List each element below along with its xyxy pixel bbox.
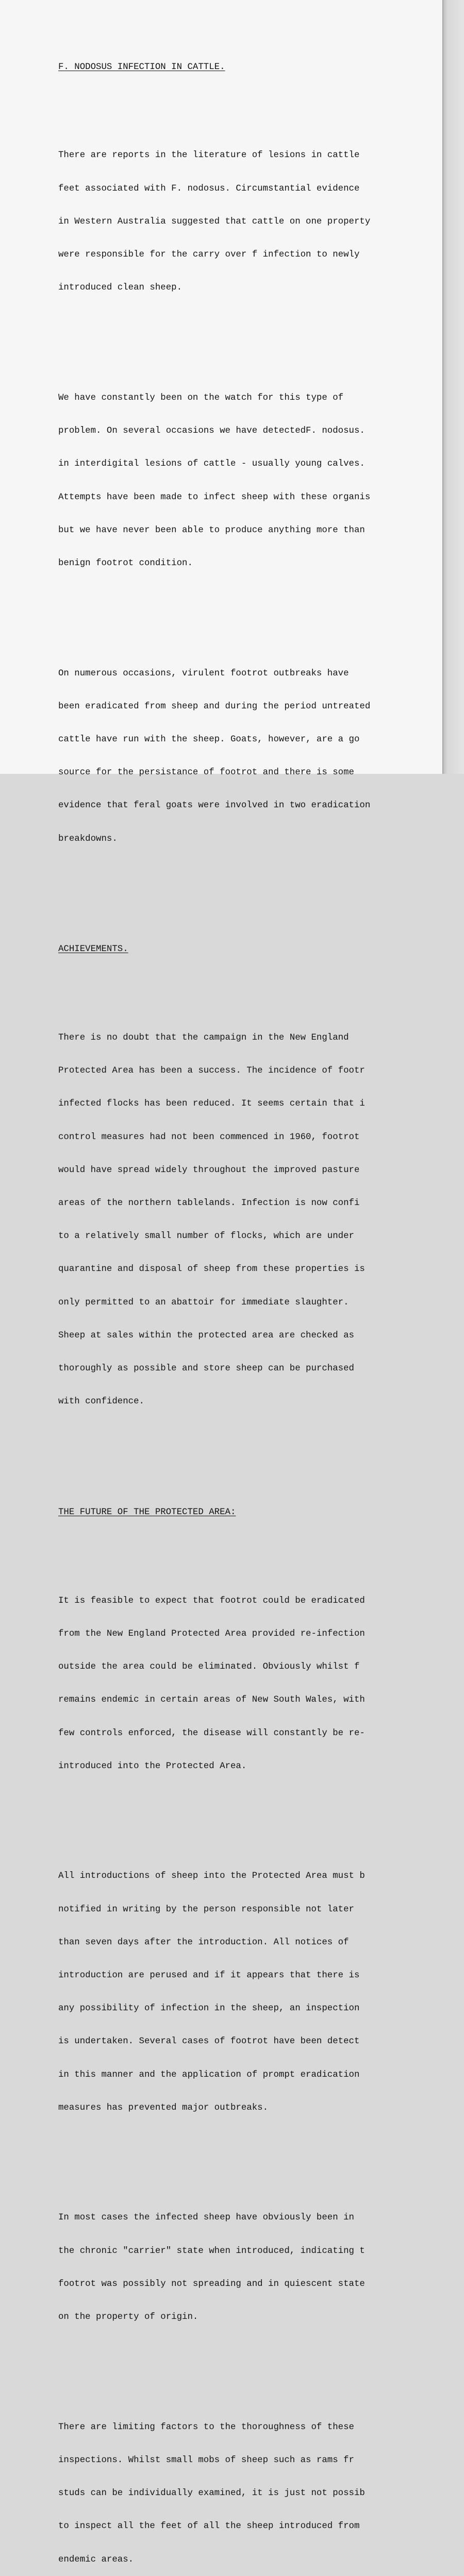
text-line: is undertaken. Several cases of footrot have been detect	[58, 2037, 360, 2047]
section-heading-future-protected-area: THE FUTURE OF THE PROTECTED AREA:	[58, 1507, 236, 1517]
text-line: few controls enforced, the disease will constantly be re-	[58, 1728, 365, 1738]
text-line: inspections. Whilst small mobs of sheep such as rams fr	[58, 2455, 354, 2465]
text-line: There are limiting factors to the thoroughness of these	[58, 2422, 354, 2432]
text-line: outside the area could be eliminated. Obviously whilst f	[58, 1662, 360, 1672]
text-line: in Western Australia suggested that cattle on one property	[58, 216, 371, 227]
text-line: All introductions of sheep into the Protected Area must b	[58, 1871, 365, 1882]
text-line: from the New England Protected Area provided re-infection	[58, 1629, 365, 1639]
paragraph	[58, 1849, 442, 2136]
text-line: with confidence.	[58, 1397, 144, 1407]
text-line: Protected Area has been a success. The incidence of footr	[58, 1066, 365, 1076]
text-line: in this manner and the application of prompt eradication	[58, 2070, 360, 2080]
page-edge-shadow	[442, 0, 464, 774]
text-line: thoroughly as possible and store sheep can be purchased	[58, 1364, 354, 1374]
text-line: studs can be individually examined, it is just not possib	[58, 2488, 365, 2499]
text-line: were responsible for the carry over f infection to newly	[58, 250, 360, 260]
paragraph	[58, 1573, 442, 1794]
paragraph	[58, 2191, 442, 2345]
text-line: problem. On several occasions we have detectedF. nodosus.	[58, 426, 365, 436]
text-line: footrot was possibly not spreading and in quiescent state	[58, 2279, 365, 2289]
text-line: to inspect all the feet of all the sheep introduced from	[58, 2521, 360, 2532]
text-line: only permitted to an abattoir for immediate slaughter.	[58, 1297, 349, 1308]
text-line: Sheep at sales within the protected area are checked as	[58, 1330, 354, 1341]
text-line: any possibility of infection in the sheep, an inspection	[58, 2004, 360, 2014]
text-line: There is no doubt that the campaign in the New England	[58, 1033, 349, 1043]
text-line: introduction are perused and if it appears that there is	[58, 1971, 360, 1981]
text-line: introduced into the Protected Area.	[58, 1761, 247, 1771]
document-body	[58, 18, 442, 2576]
paragraph	[58, 128, 442, 316]
text-line: areas of the northern tablelands. Infection is now confi	[58, 1198, 360, 1209]
text-line: endemic areas.	[58, 2554, 134, 2565]
text-line: notified in writing by the person responsible not later	[58, 1904, 354, 1914]
text-line: benign footrot condition.	[58, 558, 193, 568]
paragraph	[58, 1010, 442, 1429]
text-line: on the property of origin.	[58, 2312, 198, 2323]
text-line: feet associated with F. nodosus. Circumstantial evidence	[58, 183, 360, 194]
paragraph	[58, 370, 442, 591]
text-line: breakdowns.	[58, 834, 118, 844]
text-line: There are reports in the literature of lesions in cattle	[58, 150, 360, 161]
paragraph	[58, 2400, 442, 2576]
text-line: than seven days after the introduction. All notices of	[58, 1937, 349, 1947]
text-line: remains endemic in certain areas of New South Wales, with	[58, 1695, 365, 1705]
text-line: evidence that feral goats were involved in two eradication	[58, 801, 371, 811]
text-line: In most cases the infected sheep have obviously been in	[58, 2213, 354, 2223]
text-line: infected flocks has been reduced. It seems certain that i	[58, 1099, 365, 1109]
text-line: would have spread widely throughout the improved pasture	[58, 1165, 360, 1175]
text-line: to a relatively small number of flocks, which are under	[58, 1231, 354, 1242]
paragraph	[58, 646, 442, 867]
text-line: source for the persistance of footrot and there is some	[58, 768, 354, 778]
text-line: cattle have run with the sheep. Goats, however, are a go	[58, 734, 360, 744]
text-line: control measures had not been commenced in 1960, footrot	[58, 1132, 360, 1142]
text-line: We have constantly been on the watch for this type of	[58, 393, 344, 403]
text-line: On numerous occasions, virulent footrot outbreaks have	[58, 668, 349, 679]
text-line: It is feasible to expect that footrot could be eradicated	[58, 1596, 365, 1606]
section-heading-nodosus-cattle: F. NODOSUS INFECTION IN CATTLE.	[58, 62, 225, 72]
section-heading-achievements: ACHIEVEMENTS.	[58, 944, 128, 955]
text-line: Attempts have been made to infect sheep with these organis	[58, 492, 371, 502]
text-line: been eradicated from sheep and during the period untreated	[58, 701, 371, 711]
text-line: measures has prevented major outbreaks.	[58, 2103, 269, 2113]
text-line: in interdigital lesions of cattle - usually young calves.	[58, 459, 365, 469]
text-line: but we have never been able to produce anything more than	[58, 525, 365, 535]
text-line: quarantine and disposal of sheep from these properties is	[58, 1264, 365, 1275]
text-line: the chronic "carrier" state when introduced, indicating t	[58, 2246, 365, 2256]
text-line: introduced clean sheep.	[58, 283, 183, 293]
